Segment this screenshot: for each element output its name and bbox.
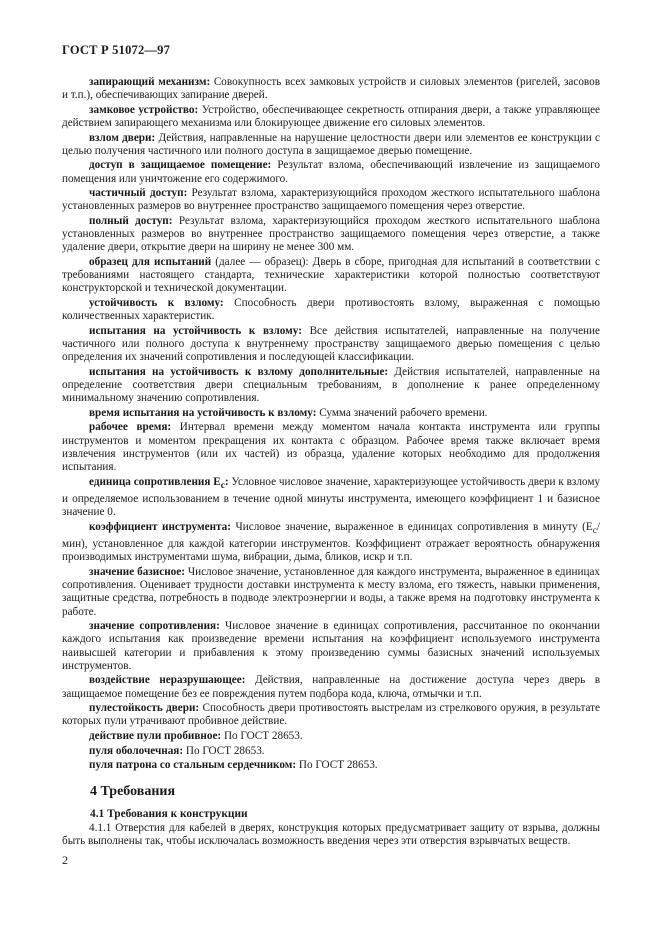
definition-term: взлом двери:	[89, 131, 156, 144]
definition-term: доступ в защищаемое помещение:	[89, 159, 272, 172]
definition-text: Интервал времени между моментом начала контакта инструмента или группы инструментов и моментом прекращения их контакта с образцом. Рабочее время также включает время извлечения инструментов (или их частей) из образца, удаление которых необходимо для продолжения испытания.	[62, 421, 601, 473]
definition-item	[62, 745, 600, 758]
definition-term: частичный доступ:	[89, 187, 188, 200]
definition-term: единица сопротивления Е	[89, 475, 221, 488]
document-header: ГОСТ Р 51072—97	[62, 43, 171, 57]
definition-term: полный доступ:	[89, 214, 173, 227]
definition-text: Сумма значений рабочего времени.	[316, 406, 488, 419]
definition-term: устойчивость к взлому:	[89, 296, 224, 309]
definition-item	[62, 407, 600, 420]
definition-text: Все действия испытателей, направленные на получение частичного или полного доступа к внутреннему пространству защищаемого дверью помещения с целью определения их значений сопротивления и последующей классификации.	[62, 324, 600, 364]
definition-term: воздействие неразрушающее:	[89, 674, 246, 687]
definition-term: рабочее время:	[89, 421, 172, 434]
definition-item	[62, 104, 600, 130]
definition-text: По ГОСТ 28653.	[221, 730, 303, 743]
definition-item	[62, 421, 600, 474]
definition-text: Действия испытателей, направленные на определение соответствия двери специальным требованиям, в дополнение к ранее определенному минимальному значению сопротивления.	[62, 365, 600, 405]
definition-item	[62, 132, 600, 158]
definition-item	[62, 702, 600, 728]
definition-text: Способность двери противостоять взлому, выраженная с помощью количественных характеристик.	[62, 296, 601, 323]
definition-text-subscript: c	[592, 526, 597, 537]
definition-item	[62, 159, 600, 185]
definition-item	[62, 521, 600, 565]
definition-text-continued: /мин), установленное для каждой категории инструментов. Коэффициент отражает вероятность обнаружения производимых инструментами шума, вибрации, дыма, бликов, искр и т.п.	[62, 520, 600, 564]
definition-term: замковое устройство:	[89, 103, 199, 116]
definition-item	[62, 215, 600, 255]
definition-text: Действия, направленные на нарушение целостности двери или элементов ее конструкции с целью получения частичного или полного доступа в защищаемое дверью помещение.	[62, 131, 601, 157]
definition-text: Совокупность всех замковых устройств и силовых элементов (ригелей, засовов и т.п.), обеспечивающих запирание дверей.	[62, 76, 601, 102]
definition-term: пуля оболочечная:	[89, 744, 184, 757]
definition-item	[62, 730, 600, 743]
definition-item	[62, 620, 600, 673]
definition-text: Числовое значение, выраженное в единицах сопротивления в минуту (Е	[231, 520, 593, 533]
definition-text: Числовое значение, установленное для каждого инструмента, выраженное в единицах сопротивления. Оценивает трудности доставки инструмента к месту взлома, его тяжесть, навыки применения, защитные средства, потребность в подводе электроэнергии и воды, а также время на подготовку инструмента к работе.	[62, 566, 601, 618]
definition-item	[62, 674, 600, 700]
definition-term: время испытания на устойчивость к взлому:	[89, 406, 317, 419]
definition-text: Условное числовое значение, характеризующее устойчивость двери к взлому и определяемое использованием в течение одной минуты инструмента, имеющего коэффициент 1 и базисное значение 0.	[62, 475, 600, 519]
definitions-list	[62, 76, 600, 772]
definition-text: Устройство, обеспечивающее секретность отпирания двери, а также управляющее действием запирающего механизма или блокирующее движение его силовых элементов.	[62, 103, 601, 129]
document-body	[62, 76, 600, 848]
definition-term-subscript: c	[220, 480, 225, 491]
definition-item	[62, 187, 600, 213]
paragraph-4-1-1: 4.1.1 Отверстия для кабелей в дверях, конструкция которых предусматривает защиту от взрыва, должны быть выполнены так, чтобы исключалась возможность введения через эти отверстия взрывчатых веществ.	[62, 821, 600, 848]
definition-item	[62, 366, 600, 406]
definition-text: Результат взлома, обеспечивающий извлечение из защищаемого помещения или уничтожение его содержимого.	[62, 159, 600, 185]
definition-term: действие пули пробивное:	[89, 730, 222, 743]
definition-term: испытания на устойчивость к взлому:	[89, 324, 302, 337]
definition-text: Способность двери противостоять выстрелам из стрелкового оружия, в результате которых пули утрачивают пробивное действие.	[62, 702, 600, 728]
definition-term: образец для испытаний	[89, 255, 212, 268]
definition-text: Результат взлома, характеризующийся проходом жесткого испытательного шаблона установленных размеров во внутреннее пространство защищаемого помещения через отверстие.	[62, 187, 601, 213]
definition-item	[62, 476, 600, 520]
definition-term: значение сопротивления:	[89, 620, 220, 633]
definition-text: Результат взлома, характеризующийся проходом жесткого испытательного шаблона установленных размеров во внутреннее пространство защищаемого помещения через отверстие, а также удаление двери, открытие двери на ширину не менее 300 мм.	[62, 214, 600, 254]
definition-text: (далее — образец): Дверь в сборе, пригодная для испытаний в соответствии с требованиями настоящего стандарта, технические характеристики которой полностью соответствуют конструкторской и технической документации.	[62, 255, 600, 295]
definition-term: испытания на устойчивость к взлому дополнительные:	[89, 365, 389, 378]
definition-term-end: :	[224, 475, 229, 488]
subsection-title: 4.1 Требования к конструкции	[90, 807, 248, 820]
definition-item	[62, 566, 600, 619]
definition-term: значение базисное:	[89, 566, 185, 579]
definition-term: пуля патрона со стальным сердечником:	[89, 759, 297, 772]
definition-text: По ГОСТ 28653.	[296, 759, 378, 772]
definition-term: запирающий механизм:	[89, 76, 211, 88]
definition-term: коэффициент инструмента:	[89, 520, 231, 533]
definition-text: Действия, направленные на достижение доступа через дверь в защищаемое помещение без ее повреждения путем подбора кода, ключа, отмычки и т.п.	[62, 674, 600, 700]
definition-item	[62, 297, 600, 323]
definition-item	[62, 325, 600, 365]
definition-item	[62, 256, 600, 296]
section-title: 4 Требования	[90, 784, 176, 800]
definition-item	[62, 759, 600, 772]
definition-item	[62, 76, 600, 102]
definition-term: пулестойкость двери:	[89, 702, 200, 715]
definition-text: Числовое значение в единицах сопротивления, рассчитанное по окончании каждого испытания как произведение времени испытания на коэффициент используемого инструмента наивысшей категории и прибавления к этому произведению суммы базисных значений используемых инструментов.	[62, 620, 600, 672]
page-number: 2	[62, 853, 68, 867]
definition-text: По ГОСТ 28653.	[183, 744, 265, 757]
